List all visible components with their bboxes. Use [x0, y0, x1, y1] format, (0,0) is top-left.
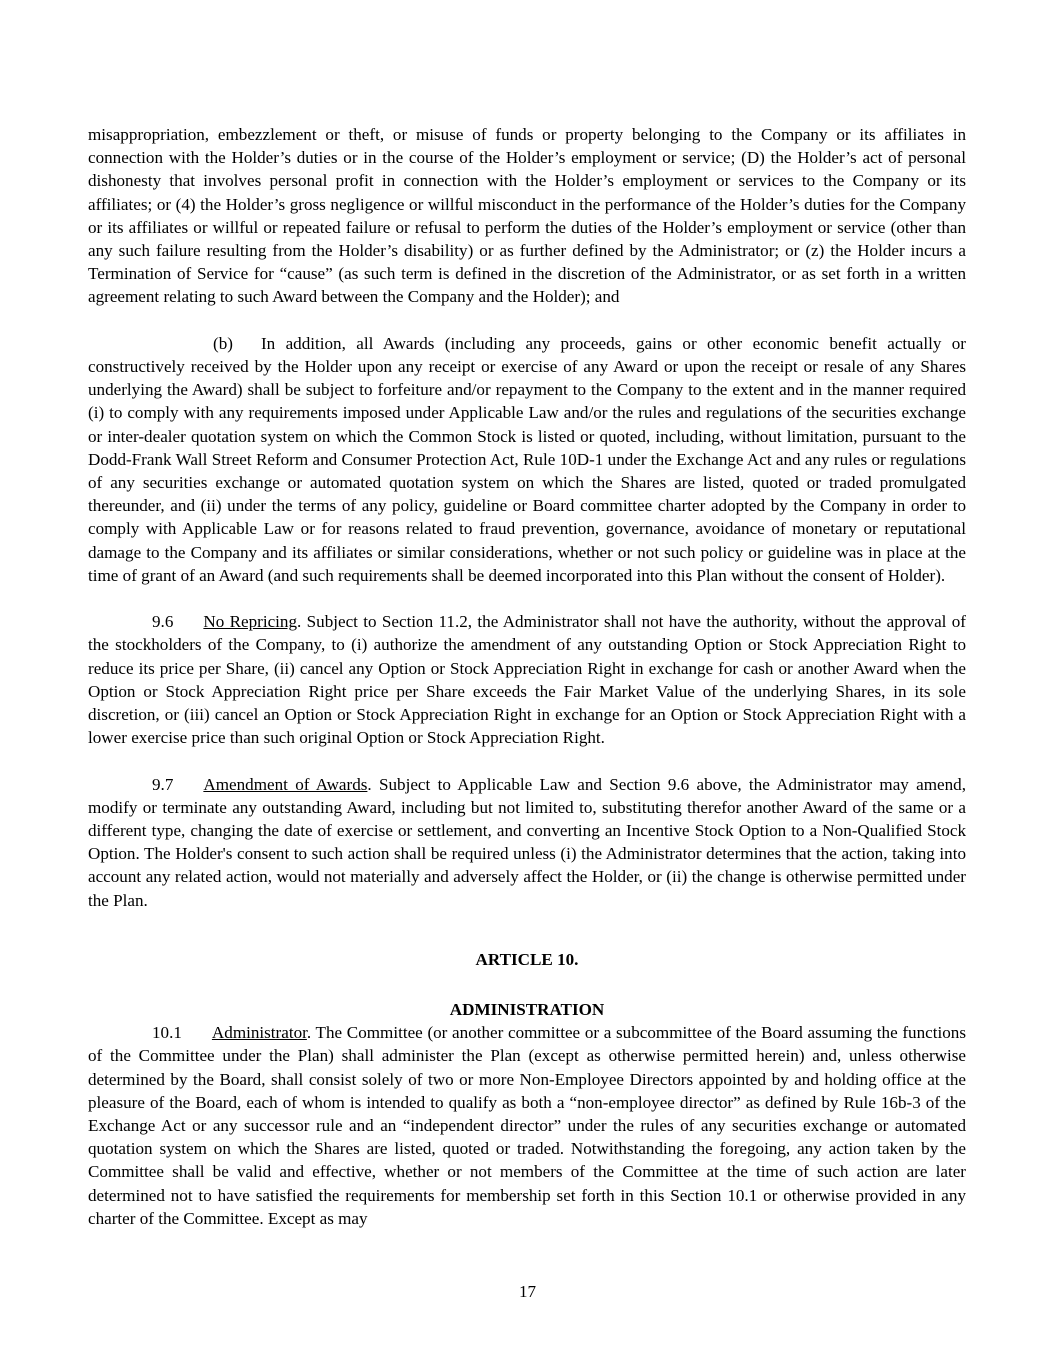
- section-heading: No Repricing: [203, 612, 298, 632]
- subsection-marker: (b): [213, 333, 233, 353]
- article-title-heading: ADMINISTRATION: [449, 1000, 605, 1020]
- paragraph-text: . Subject to Section 11.2, the Administrator shall not have the authority, without the approval of the stockholders of the Company, to (i) authorize the amendment of any outstanding Option or Stock Appreciation Right to reduce its price per Share, (ii) cancel any Option or Stock Appreciation Right in exchange for cash or another Award when the Option or Stock Appreciation Right price per Share exceeds the Fair Market Value of the underlying Shares, in its sole discretion, or (iii) cancel an Option or Stock Appreciation Right in exchange for an Option or Stock Appreciation Right with a lower exercise price than such original Option or Stock Appreciation Right.: [88, 612, 966, 748]
- article-heading: ARTICLE 10.: [475, 949, 579, 969]
- section-number: 9.7: [152, 774, 174, 794]
- paragraph-section-10-1: [88, 1021, 966, 1230]
- section-heading: Administrator: [211, 1023, 307, 1043]
- paragraph-section-9-7: [88, 773, 966, 912]
- section-number: 9.6: [152, 612, 174, 632]
- document-body: [88, 123, 966, 1230]
- paragraph-text: misappropriation, embezzlement or theft, or misuse of funds or property belonging to the Company or its affiliates in connection with the Holder’s duties or in the course of the Holder’s employment or service; (D) the Holder’s act of personal dishonesty that involves personal profit in connection with the Holder’s employment or services to the Company or its affiliates; or (4) the Holder’s gross negligence or willful misconduct in the performance of the Holder’s duties for the Company or its affiliates or willful or repeated failure or refusal to perform the duties of the Holder’s employment or service (other than any such failure resulting from the Holder’s disability) or as further defined by the Administrator; or (z) the Holder incurs a Termination of Service for “cause” (as such term is defined in the discretion of the Administrator, or as set forth in a written agreement relating to such Award between the Company and the Holder); and: [88, 125, 966, 307]
- page-number: 17: [518, 1282, 537, 1301]
- paragraph-text: . The Committee (or another committee or a subcommittee of the Board assuming the functions of the Committee under the Plan) shall administer the Plan (except as otherwise permitted herein) and, unless otherwise determined by the Board, shall consist solely of two or more Non-Employee Directors appointed by and holding office at the pleasure of the Board, each of whom is intended to qualify as both a “non-employee director” as defined by Rule 16b-3 of the Exchange Act or any successor rule and an “independent director” under the rules of any securities exchange or automated quotation system on which the Shares are listed, quoted or traded. Notwithstanding the foregoing, any action taken by the Committee shall be valid and effective, whether or not members of the Committee at the time of such action are later determined not to have satisfied the requirements for membership set forth in this Section 10.1 or otherwise provided in any charter of the Committee. Except as may: [88, 1023, 966, 1228]
- paragraph-text: . Subject to Applicable Law and Section 9.6 above, the Administrator may amend, modify or terminate any outstanding Award, including but not limited to, substituting therefor another Award of the same or a different type, changing the date of exercise or settlement, and converting an Incentive Stock Option to a Non-Qualified Stock Option. The Holder's consent to such action shall be required unless (i) the Administrator determines that the action, taking into account any related action, would not materially and adversely affect the Holder, or (ii) the change is otherwise permitted under the Plan.: [88, 774, 966, 910]
- paragraph-text: In addition, all Awards (including any proceeds, gains or other economic benefit actually or constructively received by the Holder upon any receipt or exercise of any Award or upon the receipt or resale of any Shares underlying the Award) shall be subject to forfeiture and/or repayment to the Company to the extent and in the manner required (i) to comply with any requirements imposed under Applicable Law and/or the rules and regulations of the securities exchange or inter-dealer quotation system on which the Common Stock is listed or quoted, including, without limitation, pursuant to the Dodd-Frank Wall Street Reform and Consumer Protection Act, Rule 10D-1 under the Exchange Act and any rules or regulations of any securities exchange or automated quotation system on which the Shares are listed, quoted or traded promulgated thereunder, and (ii) under the terms of any policy, guideline or Board committee charter adopted by the Company in order to comply with Applicable Law or for reasons related to fraud prevention, governance, avoidance of monetary or reputational damage to the Company and its affiliates or similar considerations, whether or not such policy or guideline was in place at the time of grant of an Award (and such requirements shall be deemed incorporated into this Plan without the consent of Holder).: [88, 333, 966, 585]
- paragraph-clawback-continued: [88, 123, 966, 309]
- paragraph-subsection-b: [88, 332, 966, 587]
- section-heading: Amendment of Awards: [203, 774, 368, 794]
- section-number: 10.1: [152, 1023, 182, 1043]
- paragraph-section-9-6: [88, 610, 966, 749]
